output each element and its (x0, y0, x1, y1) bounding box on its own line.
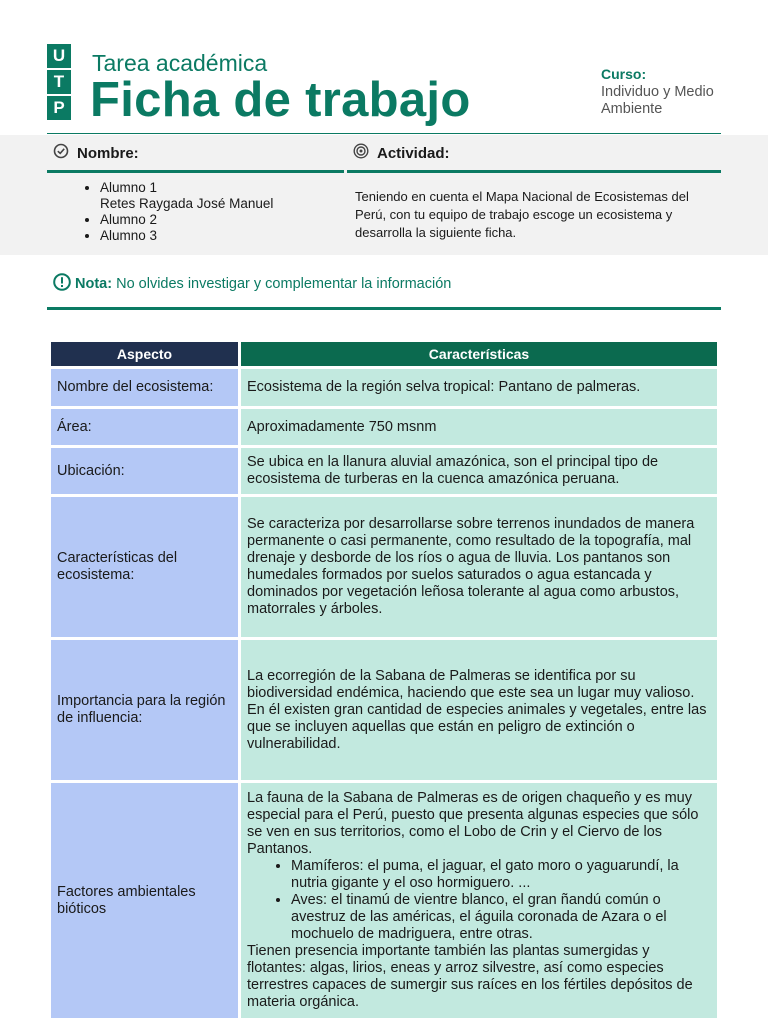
table-header-row (51, 342, 717, 366)
student-name: Alumno 2 (100, 212, 158, 227)
logo-letter-u: U (47, 44, 71, 68)
note-divider (47, 307, 721, 310)
nombre-label: Nombre: (77, 145, 139, 162)
student-name: Alumno 3 (100, 228, 158, 243)
utp-logo (47, 44, 71, 122)
logo-letter-p: P (47, 96, 71, 120)
target-icon (353, 143, 369, 159)
ecosystem-table (48, 339, 720, 1021)
activity-description: Teniendo en cuenta el Mapa Nacional de Ecosistemas del Perú, con tu equipo de trabajo escoge un ecosistema y desarrolla la siguiente ficha. (355, 189, 689, 240)
actividad-label: Actividad: (377, 145, 450, 162)
characteristic-cell (241, 783, 717, 1018)
characteristic-cell: Se caracteriza por desarrollarse sobre terrenos inundados de manera permanente o casi permanente, como resultado de la topografía, mal drenaje y desborde de los ríos o agua de lluvia. Los pantanos son humedales formados por suelos saturados o agua estancada y dominados por vegetación leñosa tolerante al agua como arbustos, matorrales y árboles. (241, 497, 717, 637)
student-list (74, 180, 273, 244)
aspect-cell: Factores ambientales bióticos (51, 783, 238, 1018)
header-divider (47, 133, 721, 134)
aspect-cell: Nombre del ecosistema: (51, 369, 238, 406)
list-item (100, 228, 273, 244)
table-row (51, 640, 717, 780)
table-row (51, 783, 717, 1018)
note-label: Nota: (75, 276, 113, 292)
table-row (51, 497, 717, 637)
student-name: Alumno 1 (100, 180, 158, 195)
list-item (100, 180, 273, 212)
note (53, 273, 451, 292)
characteristic-cell: La ecorregión de la Sabana de Palmeras se identifica por su biodiversidad endémica, haciendo que este sea un lugar muy valioso. En él existen gran cantidad de especies animales y vegetales, entre las que se incluyen aquellas que están en peligro de extinción o vulnerabilidad. (241, 640, 717, 780)
table-row (51, 448, 717, 494)
list-item: • Mamíferos: el puma, el jaguar, el gato moro o yaguarundí, la nutria gigante y el oso hormiguero. ... (291, 858, 711, 892)
biotic-list (247, 858, 711, 943)
document-subtitle: Tarea académica (92, 50, 268, 76)
table-row (51, 409, 717, 445)
aspect-cell: Ubicación: (51, 448, 238, 494)
logo-letter-t: T (47, 70, 71, 94)
aspect-cell: Área: (51, 409, 238, 445)
curso-value: Individuo y Medio Ambiente (601, 84, 714, 117)
characteristic-cell: Se ubica en la llanura aluvial amazónica, son el principal tipo de ecosistema de turberas en la cuenca amazónica peruana. (241, 448, 717, 494)
characteristic-cell: Aproximadamente 750 msnm (241, 409, 717, 445)
list-item: • Aves: el tinamú de vientre blanco, el gran ñandú común o avestruz de las américas, el águila coronada de Azara o el mochuelo de madriguera, entre otras. (291, 892, 711, 943)
check-circle-icon (53, 143, 69, 159)
table-row (51, 369, 717, 406)
note-text: No olvides investigar y complementar la información (116, 276, 452, 292)
column-header-caracteristicas: Características (241, 342, 717, 366)
student-name: Retes Raygada José Manuel (100, 196, 274, 211)
nombre-section-header (47, 143, 344, 173)
list-item (100, 212, 273, 228)
biotic-intro: La fauna de la Sabana de Palmeras es de origen chaqueño y es muy especial para el Perú, puesto que presenta algunas especies que sólo se ven en sus territorios, como el Lobo de Crin y el Ciervo de los Pantanos. (247, 790, 699, 857)
biotic-outro: Tienen presencia importante también las plantas sumergidas y flotantes: algas, lirios, eneas y arroz silvestre, así como especies terrestres capaces de sumergir sus raíces en los fértiles depósitos de materia orgánica. (247, 943, 693, 1010)
characteristic-cell: Ecosistema de la región selva tropical: Pantano de palmeras. (241, 369, 717, 406)
aspect-cell: Características del ecosistema: (51, 497, 238, 637)
document-title: Ficha de trabajo (90, 73, 471, 127)
actividad-section-header (347, 143, 721, 173)
alert-circle-icon (53, 273, 71, 291)
column-header-aspecto: Aspecto (51, 342, 238, 366)
aspect-cell: Importancia para la región de influencia: (51, 640, 238, 780)
curso-label: Curso: (601, 66, 647, 82)
